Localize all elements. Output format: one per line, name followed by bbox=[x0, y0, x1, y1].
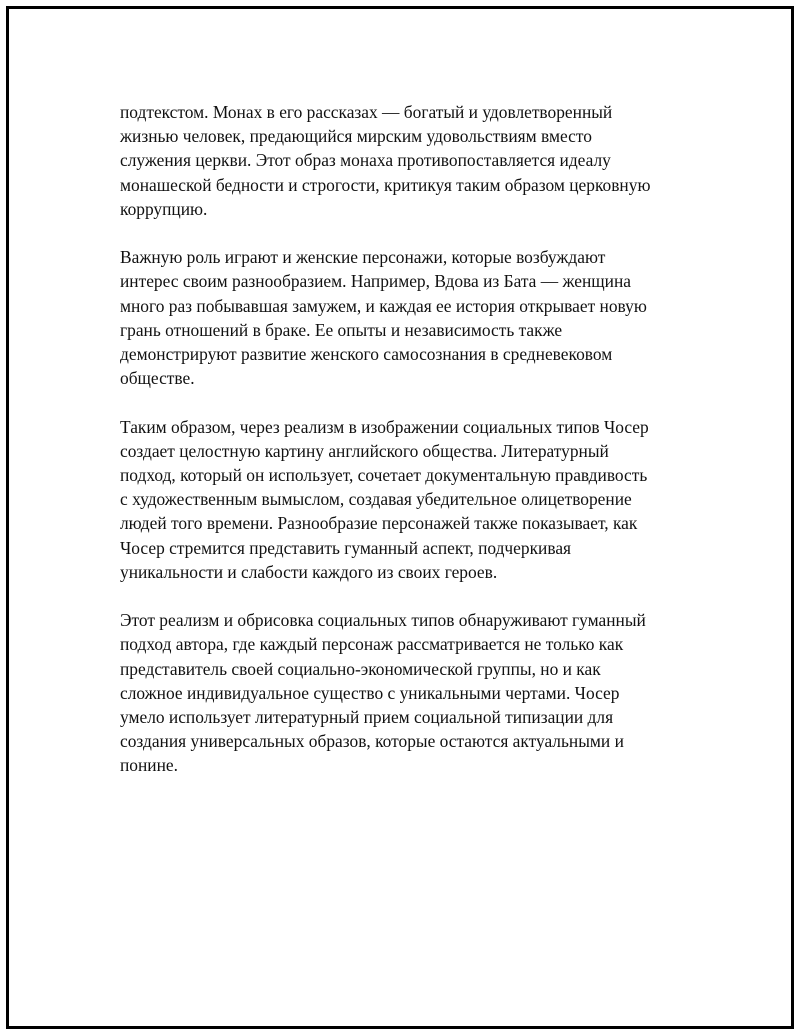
paragraph-1: подтекстом. Монах в его рассказах — богатый и удовлетворенный жизнью человек, предающийся мирским удовольствиям вместо служения церкви. Этот образ монаха противопоставляется идеалу монашеской бедности и строгости, критикуя таким образом церковную коррупцию. bbox=[120, 102, 651, 219]
paragraph-4: Этот реализм и обрисовка социальных типов обнаруживают гуманный подход автора, где каждый персонаж рассматривается не только как представитель своей социально-экономической группы, но и как сложное индивидуальное существо с уникальными чертами. Чосер умело использует литературный прием социальной типизации для создания универсальных образов, которые остаются актуальными и понине. bbox=[120, 610, 646, 776]
page-body bbox=[120, 100, 702, 802]
paragraph-3: Таким образом, через реализм в изображении социальных типов Чосер создает целостную картину английского общества. Литературный подход, который он использует, сочетает документальную правдивость с художественным вымыслом, создавая убедительное олицетворение людей того времени. Разнообразие персонажей также показывает, как Чосер стремится представить гуманный аспект, подчеркивая уникальности и слабости каждого из своих героев. bbox=[120, 416, 649, 582]
page-frame bbox=[6, 6, 794, 1029]
paragraph-2: Важную роль играют и женские персонажи, которые возбуждают интерес своим разнообразием. Например, Вдова из Бата — женщина много раз побывавшая замужем, и каждая ее история открывает новую грань отношений в браке. Ее опыты и независимость также демонстрируют развитие женского самосознания в средневековом обществе. bbox=[120, 247, 647, 389]
